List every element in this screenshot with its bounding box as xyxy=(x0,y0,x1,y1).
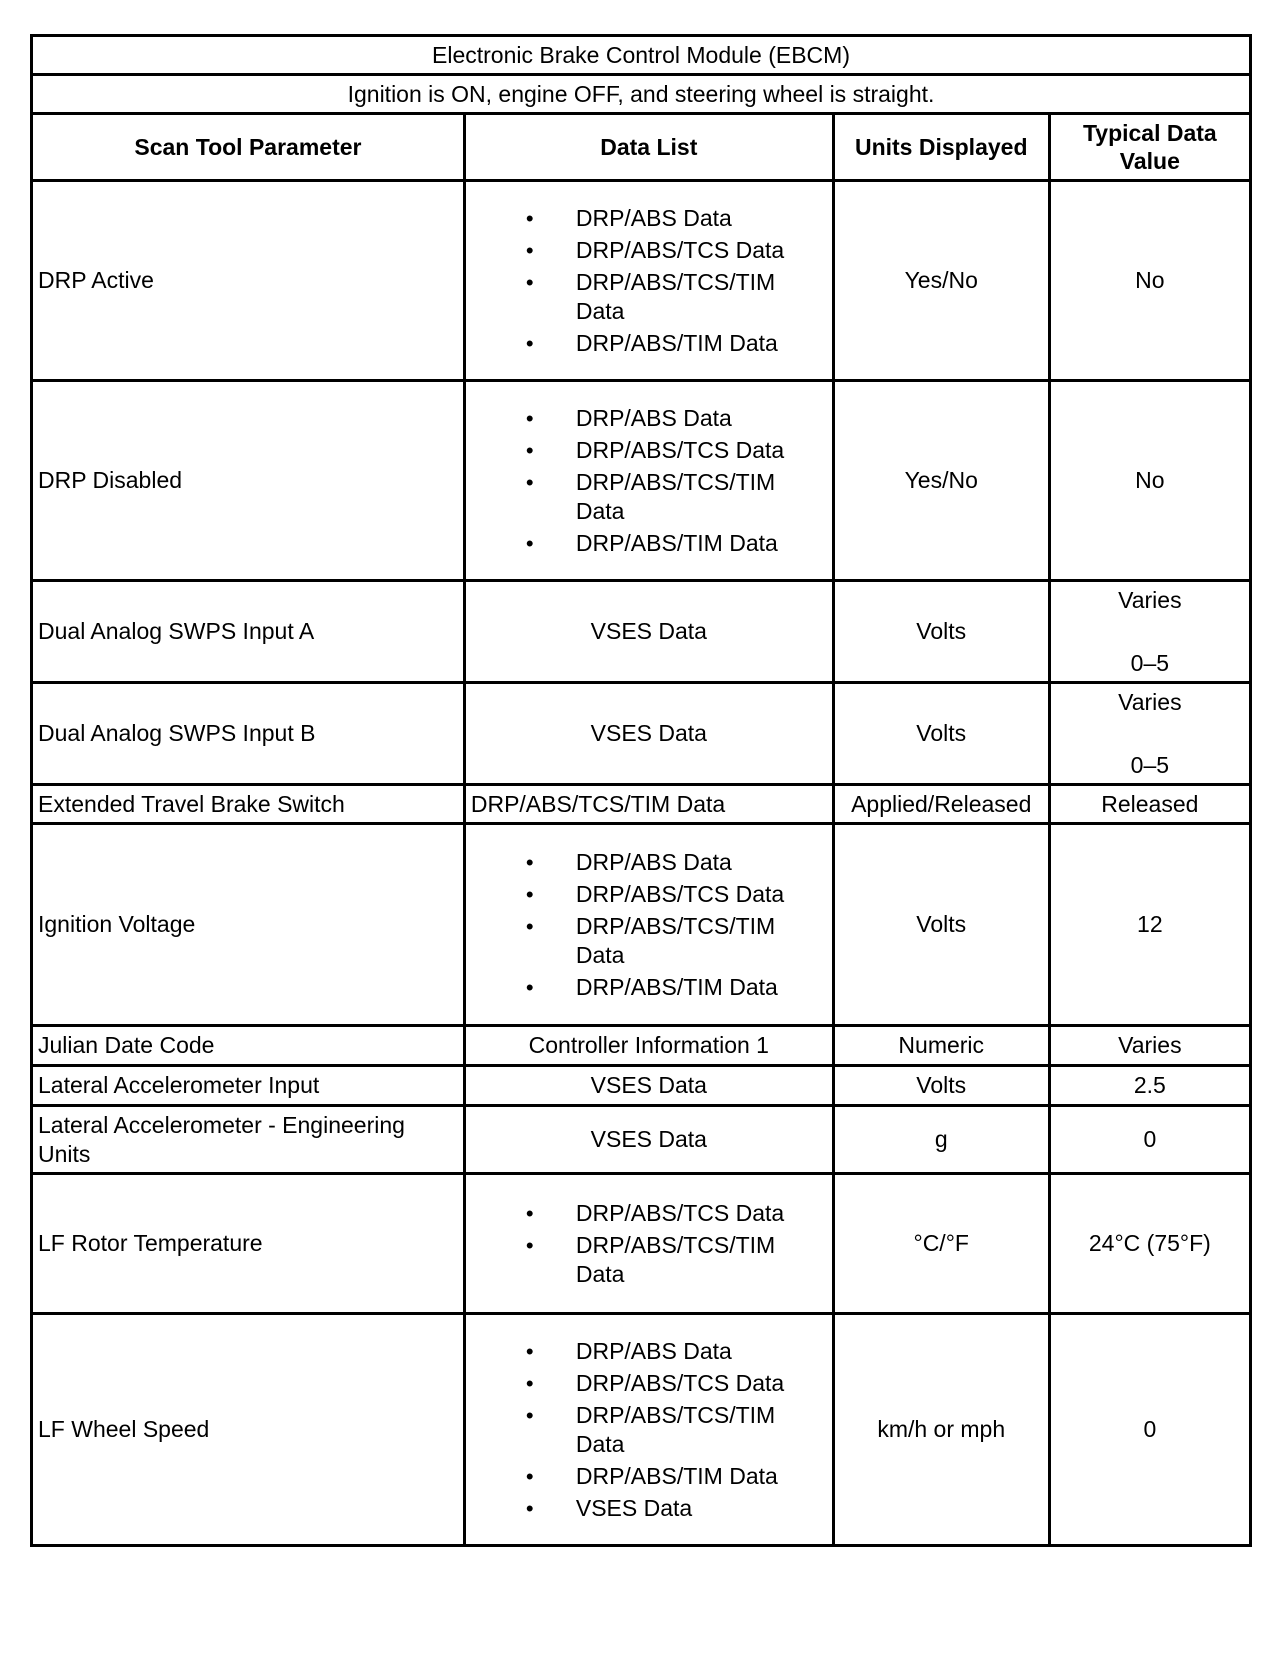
parameter-cell: LF Rotor Temperature xyxy=(32,1174,465,1314)
list-item: • DRP/ABS/TCS Data xyxy=(471,1199,827,1228)
table-row xyxy=(32,181,1251,381)
list-item: • DRP/ABS/TIM Data xyxy=(471,329,827,358)
units-cell: g xyxy=(833,1106,1049,1174)
column-header-row xyxy=(32,114,1251,181)
typical-value-cell xyxy=(1049,683,1250,785)
data-list-cell xyxy=(464,824,833,1026)
list-item: • DRP/ABS/TCS/TIM Data xyxy=(471,468,827,526)
column-header-typical-value: Typical Data Value xyxy=(1049,114,1250,181)
data-list-cell: DRP/ABS/TCS/TIM Data xyxy=(464,785,833,824)
table-row xyxy=(32,785,1251,824)
data-list-cell: VSES Data xyxy=(464,683,833,785)
list-item: • DRP/ABS/TCS Data xyxy=(471,236,827,265)
units-cell: Applied/Released xyxy=(833,785,1049,824)
table-row xyxy=(32,1174,1251,1314)
list-item: • DRP/ABS/TCS/TIM Data xyxy=(471,1231,827,1289)
list-item: • DRP/ABS/TCS/TIM Data xyxy=(471,268,827,326)
table-row xyxy=(32,824,1251,1026)
list-item: • DRP/ABS/TCS Data xyxy=(471,880,827,909)
parameter-cell: Ignition Voltage xyxy=(32,824,465,1026)
list-item: • VSES Data xyxy=(471,1494,827,1523)
data-list-cell xyxy=(464,381,833,581)
data-list-cell xyxy=(464,181,833,381)
units-cell: Yes/No xyxy=(833,181,1049,381)
list-item: • DRP/ABS/TCS/TIM Data xyxy=(471,912,827,970)
parameter-cell: DRP Disabled xyxy=(32,381,465,581)
units-cell: Volts xyxy=(833,581,1049,683)
parameter-cell: LF Wheel Speed xyxy=(32,1314,465,1546)
units-cell: Volts xyxy=(833,683,1049,785)
list-item: • DRP/ABS/TCS Data xyxy=(471,1369,827,1398)
list-item: • DRP/ABS Data xyxy=(471,204,827,233)
list-item: • DRP/ABS/TIM Data xyxy=(471,1462,827,1491)
typical-value-cell xyxy=(1049,581,1250,683)
data-list-cell: VSES Data xyxy=(464,581,833,683)
typical-value-cell: No xyxy=(1049,381,1250,581)
data-list xyxy=(471,1199,827,1289)
list-item: • DRP/ABS Data xyxy=(471,848,827,877)
table-row xyxy=(32,1026,1251,1066)
table-row xyxy=(32,381,1251,581)
parameter-cell: Julian Date Code xyxy=(32,1026,465,1066)
data-list-cell xyxy=(464,1174,833,1314)
column-header-parameter: Scan Tool Parameter xyxy=(32,114,465,181)
parameter-cell: Lateral Accelerometer Input xyxy=(32,1066,465,1106)
table-row xyxy=(32,683,1251,785)
list-item: • DRP/ABS/TIM Data xyxy=(471,529,827,558)
list-item: • DRP/ABS Data xyxy=(471,1337,827,1366)
typical-value-cell: 12 xyxy=(1049,824,1250,1026)
table-subtitle: Ignition is ON, engine OFF, and steering wheel is straight. xyxy=(32,75,1251,114)
units-cell: Numeric xyxy=(833,1026,1049,1066)
table-row xyxy=(32,1314,1251,1546)
typical-value-cell: 2.5 xyxy=(1049,1066,1250,1106)
typical-value-range: 0–5 xyxy=(1130,649,1170,676)
table-row xyxy=(32,581,1251,683)
typical-value-cell: No xyxy=(1049,181,1250,381)
units-cell: Volts xyxy=(833,824,1049,1026)
column-header-data-list: Data List xyxy=(464,114,833,181)
data-list-cell xyxy=(464,1314,833,1546)
typical-value-label: Varies xyxy=(1118,688,1182,715)
typical-value-cell: 0 xyxy=(1049,1314,1250,1546)
column-header-units: Units Displayed xyxy=(833,114,1049,181)
list-item: • DRP/ABS Data xyxy=(471,404,827,433)
units-cell: Yes/No xyxy=(833,381,1049,581)
units-cell: Volts xyxy=(833,1066,1049,1106)
data-list xyxy=(471,848,827,1002)
table-row xyxy=(32,1106,1251,1174)
ebcm-data-table xyxy=(30,34,1252,1547)
typical-value-cell: 0 xyxy=(1049,1106,1250,1174)
table-title: Electronic Brake Control Module (EBCM) xyxy=(32,36,1251,75)
data-list xyxy=(471,404,827,558)
parameter-cell: Lateral Accelerometer - Engineering Units xyxy=(32,1106,465,1174)
parameter-cell: Dual Analog SWPS Input B xyxy=(32,683,465,785)
data-list-cell: VSES Data xyxy=(464,1106,833,1174)
list-item: • DRP/ABS/TCS Data xyxy=(471,436,827,465)
data-list xyxy=(471,204,827,358)
parameter-cell: DRP Active xyxy=(32,181,465,381)
table-row xyxy=(32,1066,1251,1106)
typical-value-cell: Varies xyxy=(1049,1026,1250,1066)
parameter-cell: Extended Travel Brake Switch xyxy=(32,785,465,824)
data-list-cell: VSES Data xyxy=(464,1066,833,1106)
typical-value-cell: Released xyxy=(1049,785,1250,824)
typical-value-label: Varies xyxy=(1118,586,1182,613)
units-cell: km/h or mph xyxy=(833,1314,1049,1546)
data-list-cell: Controller Information 1 xyxy=(464,1026,833,1066)
data-list xyxy=(471,1337,827,1523)
parameter-cell: Dual Analog SWPS Input A xyxy=(32,581,465,683)
list-item: • DRP/ABS/TCS/TIM Data xyxy=(471,1401,827,1459)
list-item: • DRP/ABS/TIM Data xyxy=(471,973,827,1002)
typical-value-cell: 24°C (75°F) xyxy=(1049,1174,1250,1314)
typical-value-range: 0–5 xyxy=(1130,751,1170,778)
units-cell: °C/°F xyxy=(833,1174,1049,1314)
